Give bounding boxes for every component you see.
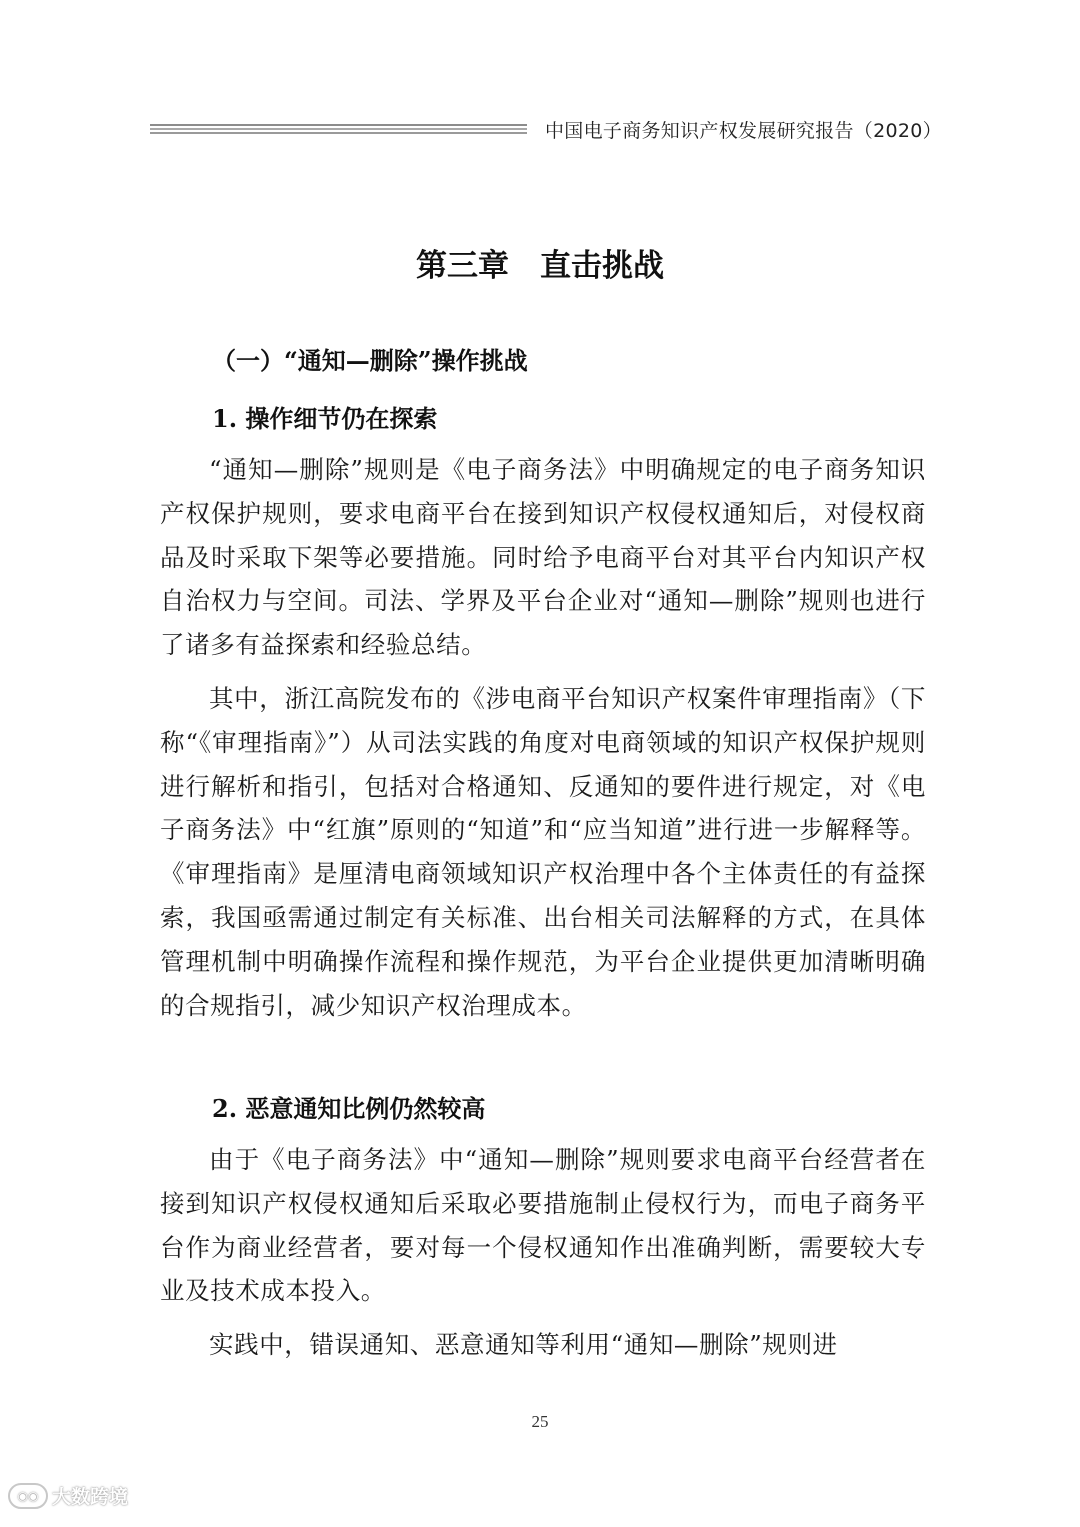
paragraph-1-2: 其中，浙江高院发布的《涉电商平台知识产权案件审理指南》（下称“《审理指南》”）从司法实践的角度对电商领域的知识产权保护规则进行解析和指引，包括对合格通知、反通知的要件进行规定，对《电子商务法》中“红旗”原则的“知道”和“应当知道”进行进一步解释等。《审理指南》是厘清电商领域知识产权治理中各个主体责任的有益探索，我国亟需通过制定有关标准、出台相关司法解释的方式，在具体管理机制中明确操作流程和操作规范，为平台企业提供更加清晰明确的合规指引，减少知识产权治理成本。 [160, 684, 926, 1020]
watermark-logo-icon: ◉◉ [8, 1483, 48, 1509]
subsection-title-2: 2. 恶意通知比例仍然较高 [212, 1094, 486, 1123]
watermark [8, 1482, 128, 1509]
running-header-title: 中国电子商务知识产权发展研究报告（2020） [545, 120, 942, 142]
page-number: 25 [531, 1412, 549, 1431]
paragraph-2-1: 由于《电子商务法》中“通知—删除”规则要求电商平台经营者在接到知识产权侵权通知后采取必要措施制止侵权行为，而电子商务平台作为商业经营者，要对每一个侵权通知作出准确判断，需要较大专业及技术成本投入。 [160, 1145, 926, 1306]
chapter-title: 第三章 直击挑战 [416, 248, 664, 284]
watermark-text: 大数跨境 [52, 1486, 129, 1508]
paragraph-1-1: “通知—删除”规则是《电子商务法》中明确规定的电子商务知识产权保护规则，要求电商平台在接到知识产权侵权通知后，对侵权商品及时采取下架等必要措施。同时给予电商平台对其平台内知识产权自治权力与空间。司法、学界及平台企业对“通知—删除”规则也进行了诸多有益探索和经验总结。 [160, 455, 926, 660]
subsection-title-1: 1. 操作细节仍在探索 [212, 404, 438, 433]
section-title: （一）“通知—删除”操作挑战 [212, 346, 528, 375]
header-rule [150, 124, 527, 138]
paragraph-2-2: 实践中，错误通知、恶意通知等利用“通知—删除”规则进 [209, 1330, 838, 1359]
